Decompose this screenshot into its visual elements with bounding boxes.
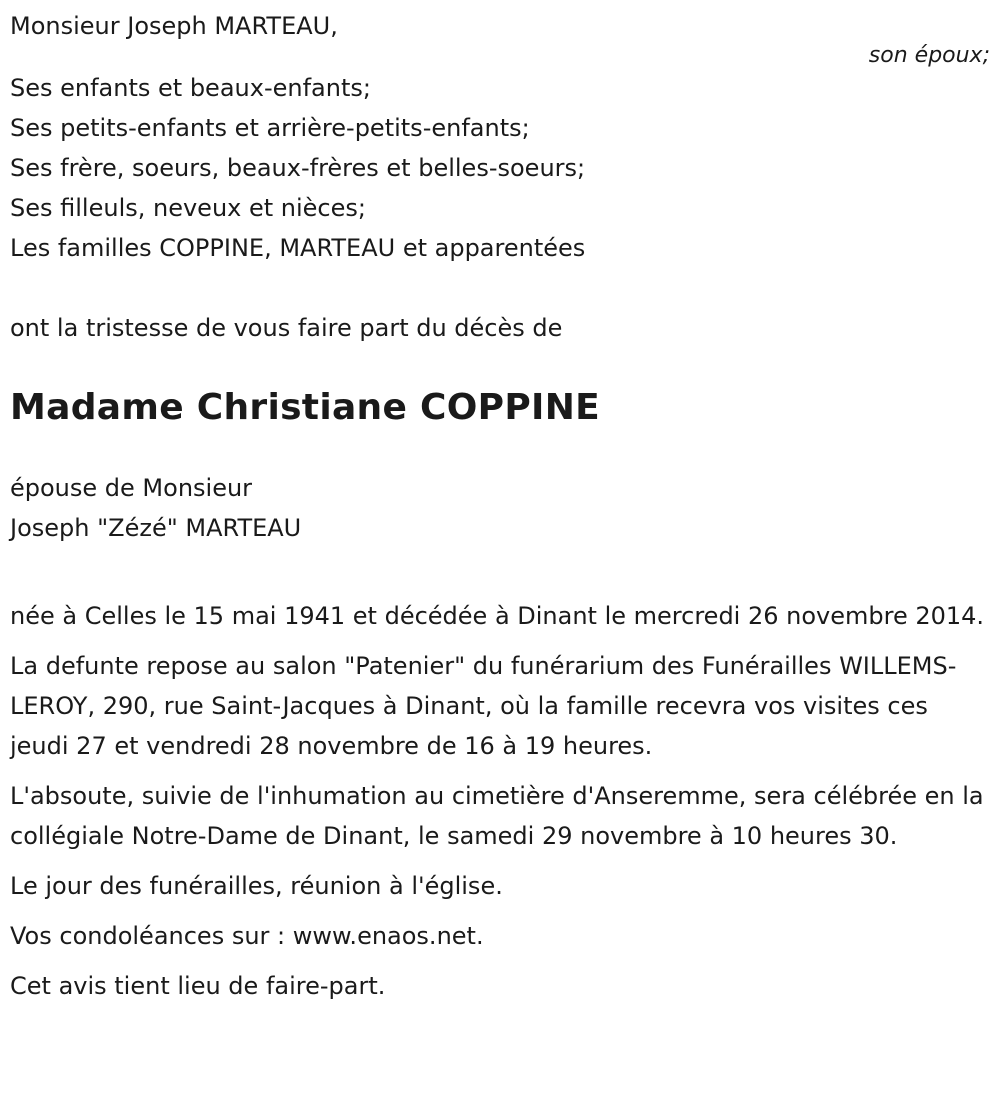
birth-death-paragraph: née à Celles le 15 mai 1941 et décédée à Dinant le mercredi 26 novembre 2014. [10, 602, 985, 630]
deceased-name: Madame Christiane COPPINE [10, 387, 601, 428]
spouse-line-1: épouse de Monsieur [10, 474, 253, 502]
condolences-paragraph: Vos condoléances sur : www.enaos.net. [10, 922, 484, 950]
family-line-siblings: Ses frère, soeurs, beaux-frères et belles-soeurs; [10, 154, 586, 182]
notice-paragraph: Cet avis tient lieu de faire-part. [10, 972, 386, 1000]
spouse-line-2: Joseph "Zézé" MARTEAU [10, 514, 302, 542]
husband-name: Monsieur Joseph MARTEAU, [10, 12, 338, 40]
announcement-intro: ont la tristesse de vous faire part du décès de [10, 314, 563, 342]
family-line-families: Les familles COPPINE, MARTEAU et apparentées [10, 234, 586, 262]
family-list [10, 68, 990, 268]
viewing-paragraph: La defunte repose au salon "Patenier" du funérarium des Funérailles WILLEMS-LEROY, 290, rue Saint-Jacques à Dinant, où la famille recevra vos visites ces jeudi 27 et vendredi 28 novembre de 16 à 19 heures. [10, 652, 957, 760]
ceremony-paragraph: L'absoute, suivie de l'inhumation au cimetière d'Anseremme, sera célébrée en la collégiale Notre-Dame de Dinant, le samedi 29 novembre à 10 heures 30. [10, 782, 984, 850]
family-line-children: Ses enfants et beaux-enfants; [10, 74, 371, 102]
obituary-notice [10, 6, 990, 1006]
husband-header [10, 6, 990, 68]
family-line-grandchildren: Ses petits-enfants et arrière-petits-enfants; [10, 114, 530, 142]
church-meeting-paragraph: Le jour des funérailles, réunion à l'église. [10, 872, 503, 900]
spouse-block [10, 468, 990, 548]
husband-role: son époux; [868, 43, 990, 68]
family-line-godchildren: Ses filleuls, neveux et nièces; [10, 194, 366, 222]
